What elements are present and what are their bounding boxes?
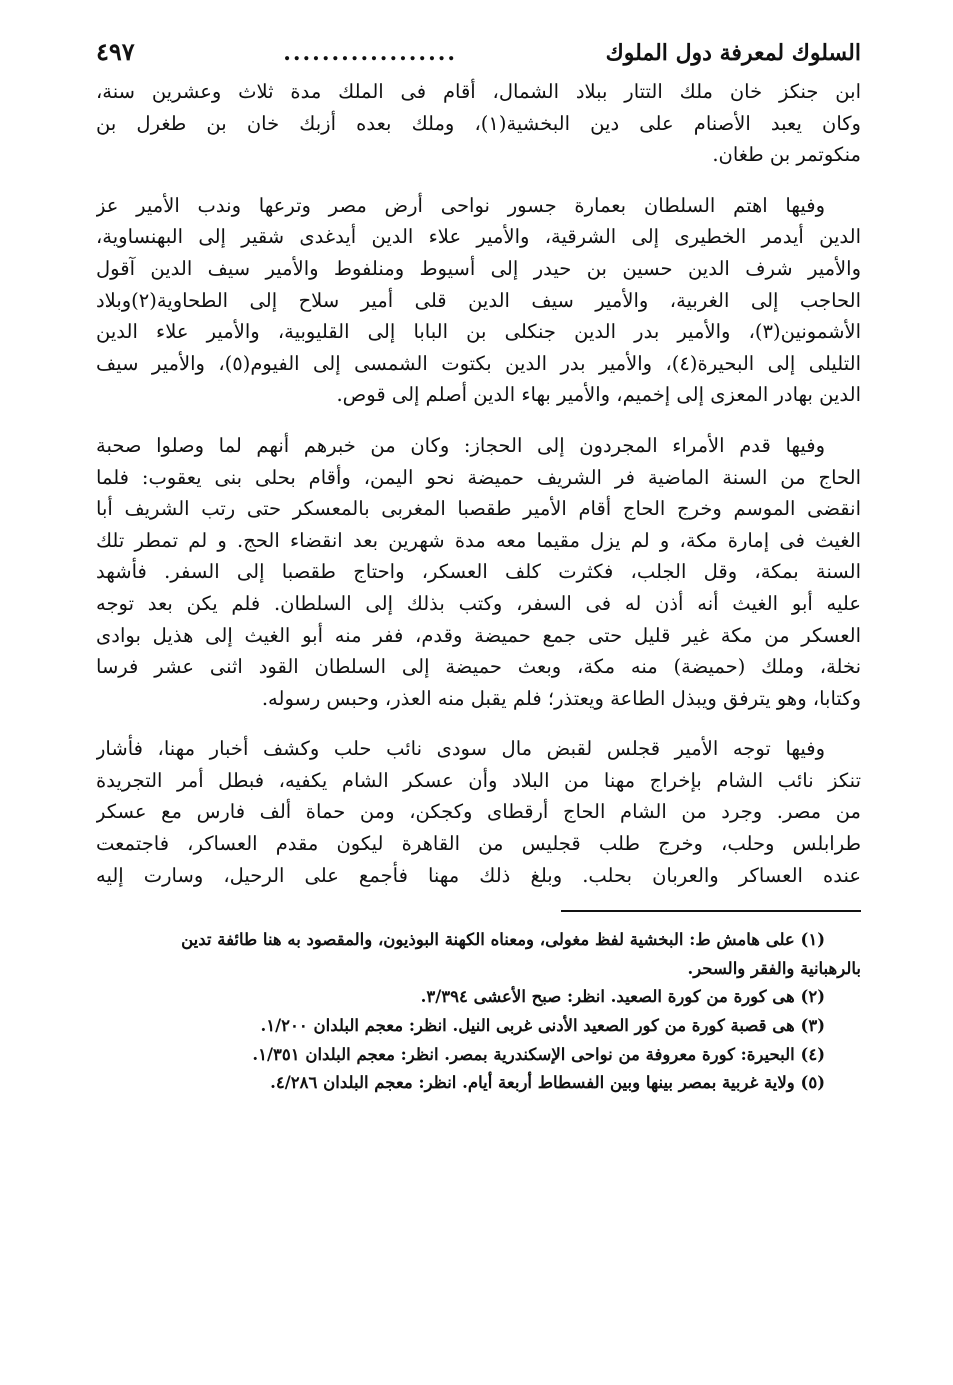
text-line: الغيث فى إمارة مكة، و لم يزل مقيما معه مدة شهرين بعد انقضاء الحج. و لم تمطر تلك: [96, 528, 861, 552]
text-line: وفيها قدم الأمراء المجردون إلى الحجاز: وكان من خبرهم أنهم لما وصلوا صحبة: [96, 433, 825, 457]
text-line: وفيها اهتم السلطان بعمارة جسور نواحى أرض مصر وترعها وندب الأمير عز: [96, 193, 825, 217]
text-line: انقضى الموسم وخرج الحاج أقام الأمير طقصبا المغربى بالمعسكر حتى رتب الشريف أبا: [96, 497, 861, 521]
text-line: وكان يعبد الأصنام على دين البخشية(١)، وملك بعده أزبك خان بن طغرل بن: [96, 111, 861, 135]
footnote-4: (٤) البحيرة: كورة معروفة من نواحى الإسكندرية بمصر. انظر: معجم البلدان ١/٣٥١.: [252, 1044, 825, 1064]
header-title: السلوك لمعرفة دول الملوك: [605, 40, 861, 66]
text-line: الأشمونين(٣)، والأمير بدر الدين جنكلى بن البابا إلى القليوبية، والأمير علاء الدين: [96, 320, 861, 344]
paragraph: [96, 733, 861, 891]
footnote-5: (٥) ولاية غربية بمصر بينها وبين الفسطاط أربعة أيام. انظر: معجم البلدان ٤/٢٨٦.: [270, 1073, 825, 1093]
paragraph: [96, 190, 861, 411]
text-line: الدين بهادر المعزى إلى إخميم، والأمير بهاء الدين أصلم إلى قوص.: [336, 383, 861, 407]
text-line: طرابلس وحلب، وخرج طلب قجليس من القاهرة ليكون مقدم العساكر، فاجتمعت: [96, 832, 861, 856]
text-line: والأمير شرف الدين حسين بن حيدر إلى أسيوط ومنلفوط والأمير سيف الدين آقول: [96, 256, 861, 280]
text-line: وكتابا، وهو يترفق ويبذل الطاعة ويعتذر؛ فلم يقبل منه العذر، وحبس رسوله.: [261, 686, 861, 710]
paragraph: [96, 430, 861, 714]
text-line: تنكز نائب الشام بإخراج مهنا من البلاد وأن عسكر الشام يكفيه، فبطل أمر التجريدة: [96, 768, 861, 792]
text-line: وفيها توجه الأمير قجلس لقبض مال سودى نائب حلب وكشف أخبار مهنا، فأشار: [96, 737, 825, 761]
text-line: عليه أبو الغيث أنه أذن له فى السفر، وكتب بذلك إلى السلطان. فلم يكن بعد توجه: [96, 591, 861, 615]
text-line: منكوتمر بن طغان.: [712, 143, 861, 167]
header-leader-dots: ..................: [283, 40, 458, 66]
footnote-2: (٢) هى كورة من كورة الصعيد. انظر: صبح الأعشى ٣/٣٩٤.: [420, 987, 825, 1007]
text-line: العسكر من مكة غير قليل حتى جمع حميضة وقدم، ففر منه أبو الغيث إلى هذيل بوادى: [96, 623, 861, 647]
text-line: نخلة، وملك (حميضة) منه مكة، وبعث حميضة إلى السلطان القود اثنى عشر فرسا: [96, 655, 861, 679]
text-line: الدين أيدمر الخطيرى إلى الشرقية، والأمير علاء الدين أيدغدى شقير إلى البهنساوية،: [96, 225, 861, 249]
text-line: الحاجب إلى الغربية، والأمير سيف الدين قلى أمير سلاح إلى الطحاوية(٢)وبلاد: [96, 288, 861, 312]
text-line: من مصر. وجرد من الشام الحاج أرقطاى وكجكن، ومن حماة ألف فارس مع عسكر: [96, 800, 861, 824]
running-header: [96, 30, 861, 74]
footnotes: [96, 926, 861, 1098]
footnote-1-continuation: بالرهبانية والفقر والسحر.: [687, 958, 861, 978]
footnote-3: (٣) هى قصبة كورة من كور الصعيد الأدنى غربى النيل. انظر: معجم البلدان ١/٢٠٠.: [260, 1016, 825, 1036]
text-line: ابن جنكز خان ملك التتار ببلاد الشمال، أقام فى الملك مدة ثلاث وعشرين سنة،: [96, 80, 861, 103]
main-text: [96, 76, 861, 891]
footnote-separator: [561, 910, 861, 912]
text-line: التليلى إلى البحيرة(٤)، والأمير بدر الدين بكتوت الشمسى إلى الفيوم(٥)، والأمير سيف: [96, 351, 861, 375]
footnote-1: (١) على هامش ط: البخشية لفظ مغولى، ومعناه الكهنة البوذيون، والمقصود به هنا طائفة تدين: [181, 930, 825, 950]
paragraph: [96, 76, 861, 171]
text-line: السنة بمكة، وقل الجلب، فكثرت كلف العسكر، واحتاج طقصبا إلى السفر. فأشهد: [96, 560, 861, 584]
page-number: ٤٩٧: [96, 37, 135, 66]
text-line: عنده العساكر والعربان بحلب. وبلغ ذلك مهنا فأجمع على الرحيل، وسارت إليه: [96, 863, 861, 887]
text-line: الحاج من السنة الماضية فر الشريف حميضة نحو اليمن، وأقام بحلى بنى يعقوب: فلما: [96, 465, 861, 489]
